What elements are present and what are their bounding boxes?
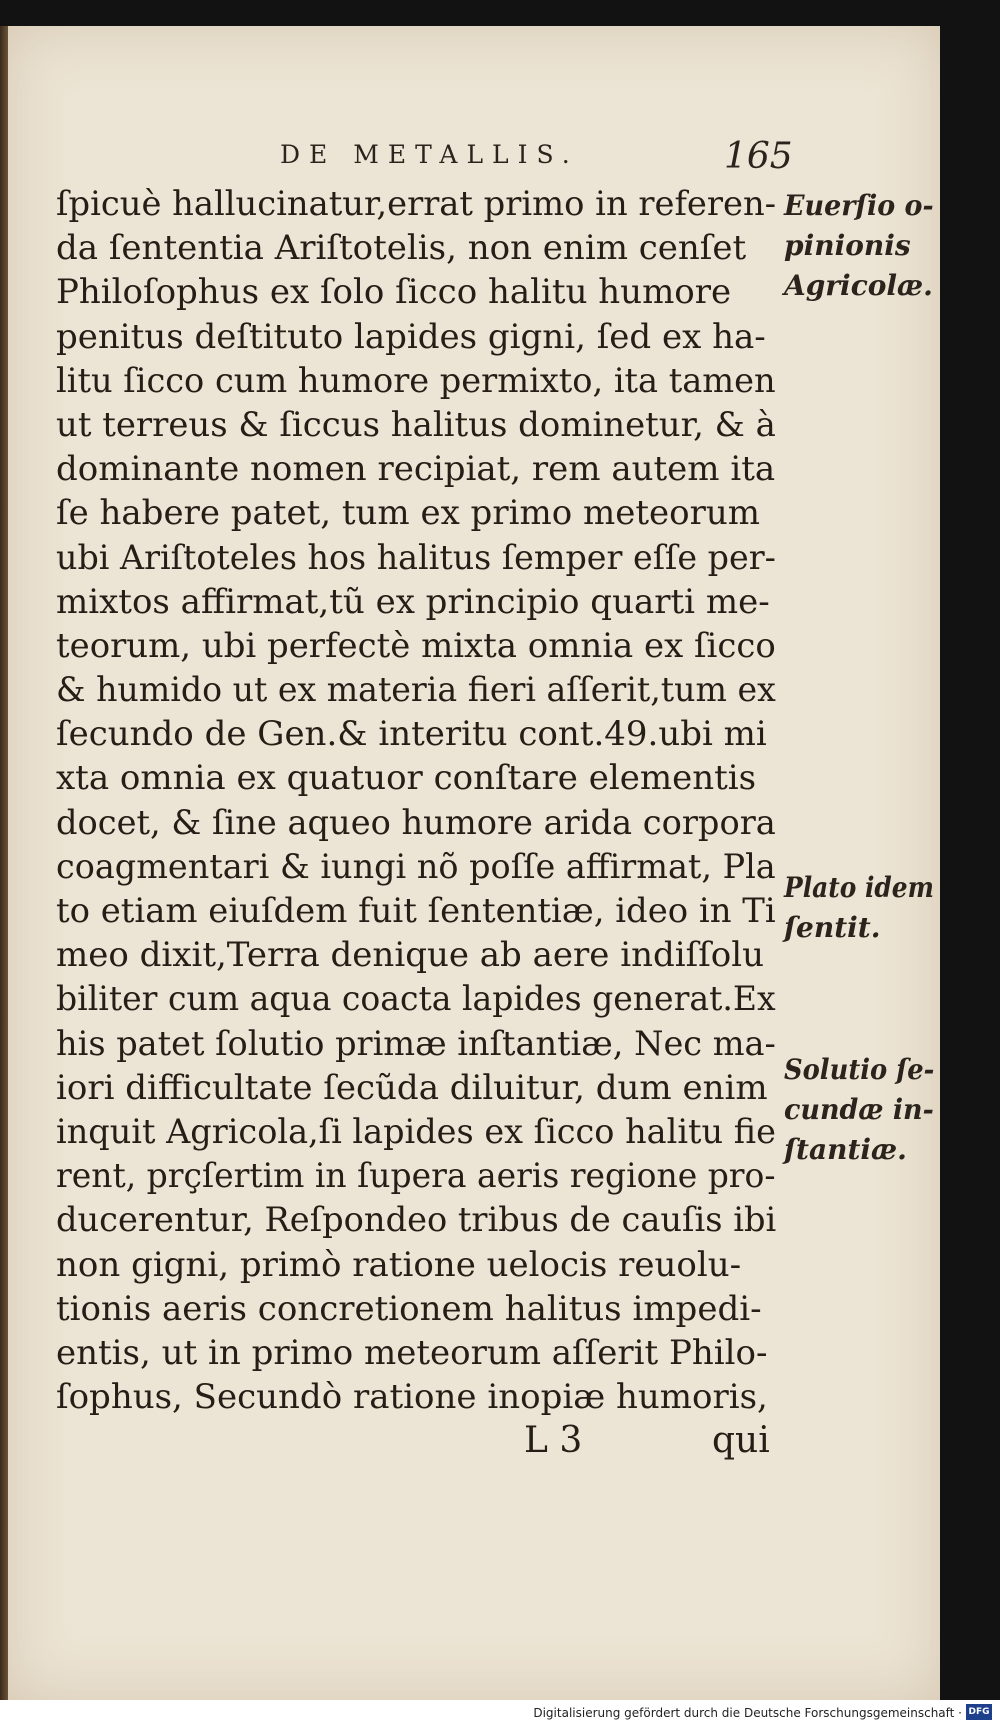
- running-head: DE METALLIS.: [280, 140, 579, 169]
- book-spine-edge: [0, 26, 8, 1700]
- text-line: ubi Ariſtoteles hos halitus ſemper eſſe per-: [56, 537, 776, 578]
- text-line: inquit Agricola,ſi lapides ex ſicco halitu fie: [56, 1111, 776, 1152]
- text-line: non gigni, primò ratione uelocis reuolu-: [56, 1244, 742, 1285]
- margin-note-line: Solutio ſe-: [784, 1053, 935, 1086]
- signature-mark: L 3: [524, 1420, 583, 1461]
- margin-note-euersio: [784, 186, 944, 306]
- text-line: ducerentur, Reſpondeo tribus de cauſis ibi: [56, 1200, 777, 1241]
- text-line: litu ſicco cum humore permixto, ita tamen: [56, 360, 776, 401]
- text-line: & humido ut ex materia fieri aſſerit,tum ex: [56, 670, 776, 711]
- text-line: biliter cum aqua coacta lapides generat.Ex: [56, 979, 776, 1020]
- margin-note-line: ſtantiæ.: [784, 1133, 907, 1166]
- margin-note-line: ſentit.: [784, 911, 881, 944]
- text-line: ſpicuè hallucinatur,errat primo in referen-: [56, 184, 777, 224]
- text-line: ſe habere patet, tum ex primo meteorum: [56, 493, 760, 534]
- margin-note-line: pinionis: [784, 229, 911, 262]
- dfg-logo-icon: DFG: [966, 1704, 992, 1720]
- text-line: teorum, ubi perfectè mixta omnia ex ſicco: [56, 625, 776, 666]
- text-line: his patet ſolutio primæ inſtantiæ, Nec ma-: [56, 1023, 776, 1064]
- margin-note-solutio: [784, 1050, 944, 1170]
- text-line: to etiam eiuſdem fuit ſententiæ, ideo in Ti: [56, 891, 776, 931]
- margin-note-line: Euerſio o-: [784, 189, 934, 222]
- margin-note-line: Plato idem: [784, 871, 934, 904]
- text-line: rent, prçſertim in ſupera aeris regione pro-: [56, 1156, 776, 1197]
- page-number: 165: [724, 136, 793, 177]
- margin-note-plato: [784, 868, 944, 948]
- text-line: penitus deſtituto lapides gigni, ſed ex ha-: [56, 316, 766, 357]
- text-line: da ſententia Ariſtotelis, non enim cenſet: [56, 228, 747, 269]
- digitization-credit: Digitalisierung gefördert durch die Deutsche Forschungsgemeinschaft ·: [533, 1706, 962, 1720]
- text-line: coagmentari & iungi nõ poſſe affirmat, Pla: [56, 846, 776, 887]
- text-line: Philoſophus ex ſolo ſicco halitu humore: [56, 272, 732, 313]
- catchword: qui: [712, 1420, 770, 1461]
- text-line: ſecundo de Gen.& interitu cont.49.ubi mi: [56, 714, 767, 755]
- text-line: ſophus, Secundò ratione inopiæ humoris,: [56, 1377, 768, 1418]
- text-line: iori difficultate ſecũda diluitur, dum enim: [56, 1067, 768, 1108]
- text-line: entis, ut in primo meteorum aſſerit Philo-: [56, 1332, 768, 1373]
- text-line: ut terreus & ſiccus halitus dominetur, & à: [56, 404, 776, 445]
- margin-note-line: cundæ in-: [784, 1093, 934, 1126]
- text-line: tionis aeris concretionem halitus impedi-: [56, 1288, 762, 1329]
- body-text: [56, 182, 776, 1419]
- text-line: dominante nomen recipiat, rem autem ita: [56, 449, 776, 490]
- margin-note-line: Agricolæ.: [784, 269, 933, 302]
- text-line: meo dixit,Terra denique ab aere indiſſolu: [56, 935, 765, 976]
- text-line: mixtos affirmat,tũ ex principio quarti me-: [56, 581, 770, 622]
- text-line: docet, & ſine aqueo humore arida corpora: [56, 802, 776, 843]
- text-line: xta omnia ex quatuor conſtare elementis: [56, 758, 757, 799]
